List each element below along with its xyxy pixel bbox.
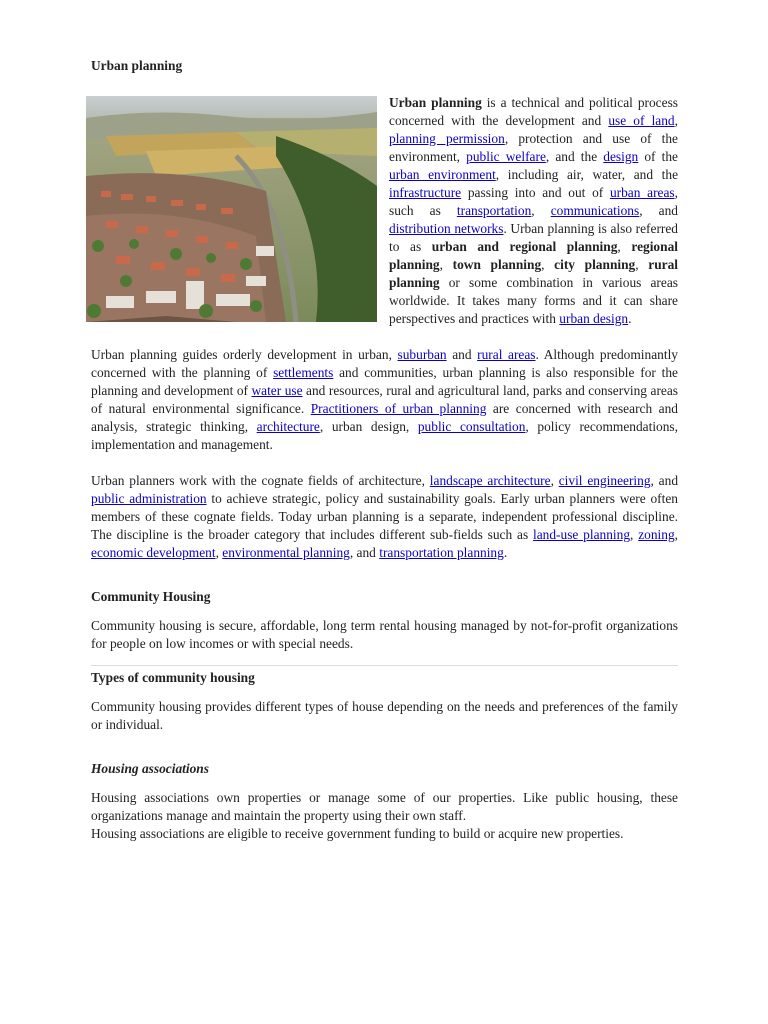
link-zoning[interactable]: zoning	[638, 527, 675, 542]
link-public-administration[interactable]: public administration	[91, 491, 207, 506]
link-economic-development[interactable]: economic development	[91, 545, 216, 560]
link-planning-permission[interactable]: planning permission	[389, 131, 505, 146]
community-housing-heading: Community Housing	[91, 589, 211, 604]
link-infrastructure[interactable]: infrastructure	[389, 185, 462, 200]
link-architecture[interactable]: architecture	[256, 419, 320, 434]
link-suburban[interactable]: suburban	[397, 347, 447, 362]
housing-associations-heading: Housing associations	[91, 761, 209, 776]
term-city-planning: city planning	[554, 257, 636, 272]
text-span: , and	[639, 203, 678, 218]
term-urban-regional-planning: urban and regional planning	[431, 239, 618, 254]
aerial-city-photo	[86, 96, 377, 322]
types-paragraph: Community housing provides different types of house depending on the needs and preferences of the family or individual.	[91, 699, 678, 732]
text-span: . Urban planning is also referred to as	[389, 221, 679, 254]
text-span: of the	[638, 149, 678, 164]
housing-associations-paragraph-1: Housing associations own properties or manage some of our properties. Like public housing, these organizations manage and maintain the property using their own staff.	[91, 790, 678, 823]
link-communications[interactable]: communications	[550, 203, 640, 218]
body-paragraph-2	[91, 346, 678, 454]
text-span: , and	[349, 545, 380, 560]
text-span: , policy recommendations, implementation and management.	[91, 419, 678, 452]
link-environmental-planning[interactable]: environmental planning	[222, 545, 350, 560]
text-span: , and the	[545, 149, 604, 164]
text-span: to achieve strategic, policy and sustainability goals. Early urban planners were often members of these cognate fields. Today urban planning is a separate, independent professional discipline. The discipline is the broader category that includes different sub-fields such as	[91, 491, 678, 542]
text-span: and resources, rural and agricultural land, parks and conserving areas of natural environmental significance.	[91, 383, 678, 416]
text-span: .	[628, 311, 632, 326]
link-landscape-architecture[interactable]: landscape architecture	[429, 473, 551, 488]
text-span: ,	[531, 203, 551, 218]
link-transportation-planning[interactable]: transportation planning	[379, 545, 504, 560]
link-transportation[interactable]: transportation	[456, 203, 532, 218]
types-heading: Types of community housing	[91, 670, 255, 685]
text-span: and	[446, 347, 478, 362]
term-urban-planning: Urban planning	[389, 95, 482, 110]
link-land-use-planning[interactable]: land-use planning	[532, 527, 631, 542]
text-span: Urban planners work with the cognate fields of architecture,	[91, 473, 430, 488]
link-public-welfare[interactable]: public welfare	[466, 149, 546, 164]
link-water-use[interactable]: water use	[251, 383, 303, 398]
text-span: ,	[439, 257, 453, 272]
section-divider	[91, 665, 678, 666]
link-urban-areas[interactable]: urban areas	[609, 185, 675, 200]
link-urban-design[interactable]: urban design	[559, 311, 629, 326]
text-span: and communities, urban planning is also responsible for the planning and development of	[91, 365, 678, 398]
text-span: ,	[635, 257, 649, 272]
link-rural-areas[interactable]: rural areas	[477, 347, 536, 362]
community-housing-paragraph: Community housing is secure, affordable, long term rental housing managed by not-for-profit organizations for people on low incomes or with special needs.	[91, 618, 678, 651]
text-span: , and	[650, 473, 679, 488]
text-span: , urban design,	[319, 419, 418, 434]
text-span: or some combination in various areas worldwide. It takes many forms and it can share perspectives and practices with	[389, 275, 678, 326]
text-span: ,	[617, 239, 632, 254]
link-public-consultation[interactable]: public consultation	[417, 419, 526, 434]
housing-associations-paragraph-2: Housing associations are eligible to receive government funding to build or acquire new properties.	[91, 826, 624, 841]
text-span: Urban planning guides orderly development in urban,	[91, 347, 398, 362]
text-span: , such as	[389, 185, 678, 218]
link-civil-engineering[interactable]: civil engineering	[558, 473, 651, 488]
text-span: are concerned with research and analysis, strategic thinking,	[91, 401, 678, 434]
page-title: Urban planning	[91, 58, 183, 73]
text-span: is a technical and political process concerned with the development and	[389, 95, 678, 128]
term-regional-planning: regional planning	[389, 239, 678, 272]
link-settlements[interactable]: settlements	[273, 365, 334, 380]
text-span: ,	[674, 527, 679, 542]
document-body	[91, 56, 678, 843]
text-span: passing into and out of	[461, 185, 610, 200]
text-span: ,	[215, 545, 223, 560]
link-practitioners-of-urban-planning[interactable]: Practitioners of urban planning	[310, 401, 487, 416]
link-use-of-land[interactable]: use of land	[608, 113, 675, 128]
text-span: . Although predominantly concerned with the planning of	[91, 347, 678, 380]
text-span: ,	[541, 257, 555, 272]
text-span: , including air, water, and the	[495, 167, 679, 182]
text-span: ,	[550, 473, 559, 488]
text-span: ,	[630, 527, 639, 542]
text-span: ,	[674, 113, 678, 128]
link-urban-environment[interactable]: urban environment	[389, 167, 496, 182]
text-span: .	[503, 545, 508, 560]
link-distribution-networks[interactable]: distribution networks	[389, 221, 504, 236]
link-design[interactable]: design	[603, 149, 639, 164]
term-rural-planning: rural planning	[389, 257, 679, 290]
term-town-planning: town planning	[452, 257, 542, 272]
text-span: , protection and use of the environment,	[389, 131, 678, 164]
body-paragraph-3	[91, 472, 678, 562]
